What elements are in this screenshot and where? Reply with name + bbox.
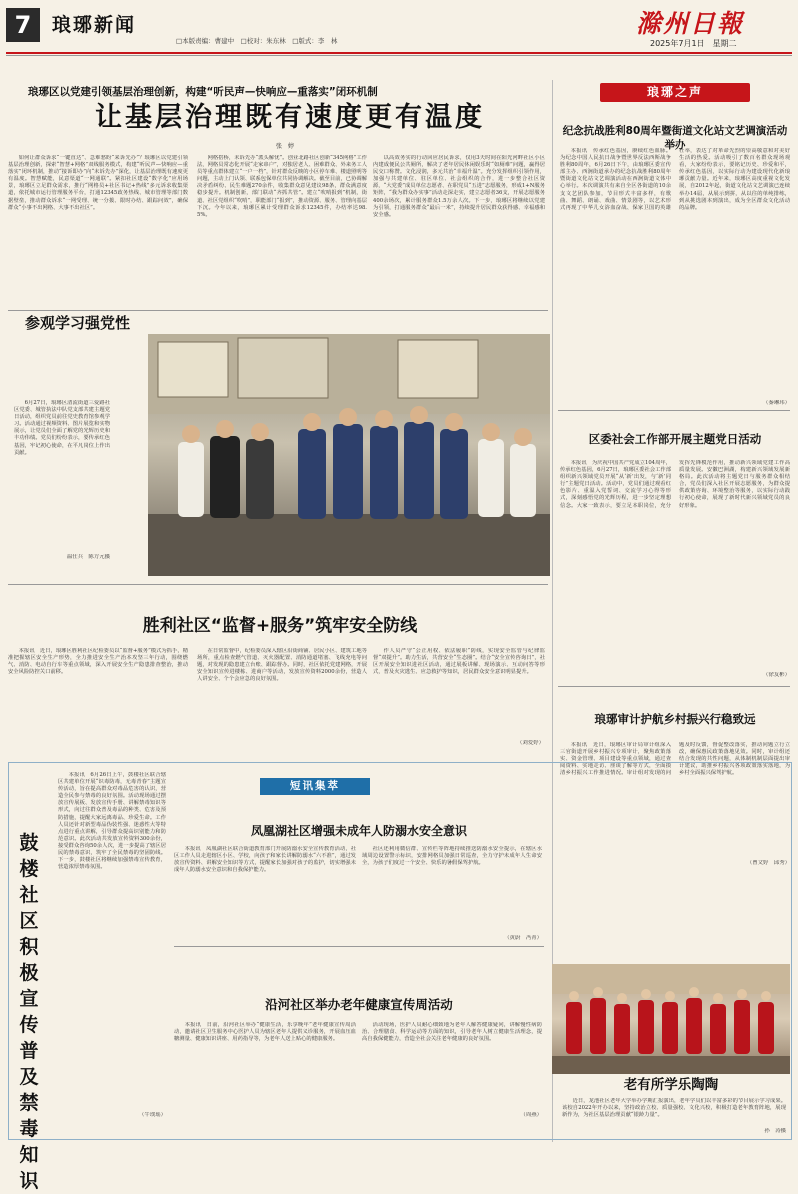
voice-label: 琅琊之声 <box>600 83 750 102</box>
safety-credit: （刘爱婷） <box>517 740 544 746</box>
voice-article-1-headline: 纪念抗战胜利80周年暨街道文化站文艺调演活动举办 <box>562 125 788 151</box>
safety-column-2: 在日常监督中，纪检委员深入辖区沿街商铺、居民小区、建筑工地等场所，重点检查燃气管道、灭火器配置、消防通道堵塞、飞线充电等问题，对发现的隐患建立台账、跟踪督办。同时，社区依托党建网格，开展安全知识宣传进楼栋、进商户等活动，发放宣传资料2000余份，营造人人讲安全、个个会应急的良好氛围。 <box>197 648 367 683</box>
safety-column-1: 本报讯 近日，琅琊区胜利社区纪检委员以“监督+服务”模式为抓手，精准把握辖区安全生产形势，全力推进安全生产治本攻坚三年行动，围绕燃气、消防、电动自行车等重点领域，深入开展安全生产隐患排查整治，推动安全风险防控关口前移。 <box>8 648 188 676</box>
lead-column-3: 以高效务实的行动回应居民诉求，仅用3天时间在阳光河畔社区小区内建成便民公共厕所，解决了老年居民休闲娱乐时“如厕难”问题，赢得居民交口称赞。文化浸润，多元共治“幸福升温”。充分发挥组织引领作用，加强与共建单位、驻区单位、社会组织的合作，进一步整合社区资源，“大党委”成员单位志愿者、在职党员“五进”志愿服务，形成1+N服务矩阵，“我为群众办实事”活动走深走实，建立志愿者36支，开展志愿服务400余场次，累计服务群众1.5万余人次。下一步，琅琊区将继续以党建为引领，打通服务群众“最后一米”，持续提升居民群众获得感、幸福感和安全感。 <box>373 155 545 218</box>
voice-article-2-credit: （徐友彬） <box>763 672 790 678</box>
elder-photo <box>552 964 790 1074</box>
feature-headline: 参观学习强党性 <box>25 314 131 332</box>
section-name: 琅琊新闻 <box>52 14 137 36</box>
voice-article-2-headline: 区委社会工作部开展主题党日活动 <box>588 432 762 446</box>
lead-column-2: 网格搭桥，未诉先办“派头解忧”。创业北路社区创新“345网格”工作法，网格员常态化开展“走家串户”，对独居老人、困难群众、外来务工人员等重点群体建立“一户一档”，针对群众反映的小区停车难、楼道照明等问题，主动上门认领、联系包保单位共同协调解决。截至目前，已协调解决矛盾纠纷、民生难题270余件，收集群众意见建议98条，群众满意度稳步提升。机制创新，部门联动“齐抓共管”。建立“吹哨报到”机制，街道、社区党组织“吹哨”，职能部门“报到”，推动资源、服务、管理向基层下沉。今年以来，琅琊区累计受理群众诉求12345件，办结率达98.5%。 <box>197 155 367 218</box>
issue-date: 2025年7月1日 星期二 <box>650 39 737 48</box>
voice-article-1-credit: （秦琳玮） <box>763 400 790 406</box>
paper-logo: 滁州日報 <box>636 9 745 38</box>
feature-caption: 6月27日，琅琊区清流街道三爱路社区党委、城管执法中队党支部共建主题党日活动，组织党员前往党史教育馆参观学习。活动通过视频资料、图片展览和实物展示，让党员们全面了解党的光辉历史和丰功伟绩。党员们纷纷表示，要传承红色基因，牢记初心使命，在平凡岗位上作出贡献。 <box>14 400 110 456</box>
safety-column-3: 作人员严守“公正用权、依法履职”防线，实现安全监管与纪律监督“双提升”。助力生活，共营安全“生态圈”。结合“安全宣传咨询日”，社区开展安全知识进社区活动，通过展板讲解、现场演示、互动问答等形式，普及火灾逃生、应急救护等知识，居民群众安全意识明显提升。 <box>373 648 545 676</box>
brief-1-credit: （黄蔚 冯菁） <box>504 935 542 941</box>
lead-column-1: 如何让群众诉求“一键直达”、急难愁盼“来诉先办”？琅琊区以党建引领基层治理创新，探索“智慧+网格”双线服务模式，构建“听民声—快响应—重落实”闭环机制，推动“接诉即办”向“未诉先办”深化，让基层治理既有速度更有温度。智慧赋能，民意渠道“一网通联”。紧扣社区建设“数字化”应用场景，琅琊区立足群众需求，推行“网格员+社区书记+热线”多元诉求收集渠道，依托城市运行管理服务平台，打通12345政务热线、城市管理等部门数据壁垒，推动群众诉求“一网受理、统一分拨、限时办结、跟踪问效”，确保群众“小事不出网格、大事不出社区”。 <box>8 155 188 211</box>
elder-caption: 近日，龙池社区老年大学举办学期汇报演出，老年学员们以丰富多彩的节目展示学习成果。该校自2022年开办以来，坚持政治立校、质量强校、文化兴校，积极打造老年教育阵地，展现新作为，为社区基层治理贡献“银龄力量”。 <box>562 1098 786 1119</box>
masthead <box>0 0 798 52</box>
brief-1-headline: 凤凰湖社区增强未成年人防溺水安全意识 <box>250 824 467 838</box>
brief-2-column-2: 活动现场，医护人员耐心细致地为老年人解答健康疑问，讲解慢性病防治、合理膳食、科学运动等方面的知识，引导老年人树立健康生活理念，提高自我保健能力，营造全社会关注老年健康的良好氛围。 <box>362 1022 542 1043</box>
feature-photo <box>148 334 550 576</box>
voice-article-3-headline: 琅琊审计护航乡村振兴行稳致远 <box>594 712 756 726</box>
brief-2-credit: （周燕） <box>520 1112 542 1118</box>
voice-article-3-body: 本报讯 近日，琅琊区审计局审计组深入三官街道开展乡村振兴专项审计，聚焦政策落实、资金管理、项目建设等重点领域，通过查阅资料、实地走访、座谈了解等方式，全面摸清乡村振兴工作推进情况。审计组对发现的问题及时反馈，督促整改落实，推动问题立行立改，确保惠民政策落地见效。同时，审计组还结合发现的共性问题，从体制机制层面提出审计建议，助推乡村振兴各项政策落实落地，为乡村全面振兴保驾护航。 <box>560 742 790 777</box>
drug-credit: （牛璞瑶） <box>139 1112 166 1118</box>
elder-headline: 老有所学乐陶陶 <box>623 1077 719 1093</box>
voice-article-1-body: 本报讯 传承红色基因，赓续红色血脉。为纪念中国人民抗日战争暨世界反法西斯战争胜利80周年，6月26日下午，由琅琊区委宣传部主办、西涧街道承办的纪念抗战胜利80周年暨街道文化站文艺调演活动在西涧街道文体中心举行。本次调演共有来自全区各街道的10余支文艺团队参加，节目形式丰富多样，有歌曲、舞蹈、朗诵、戏曲、情景剧等，以艺术形式再现了中华儿女浴血奋战、保家卫国的英雄壮举，表达了对革命先烈的崇高敬意和对美好生活的热爱。活动吸引了数百名群众现场观看，大家纷纷表示，要铭记历史、珍爱和平，传承红色基因，以实际行动为建设现代化新琅琊贡献力量。近年来，琅琊区高度重视文化发展，自2012年起，街道文化站文艺调演已连续举办14届，从展示到拼，从以往的单纯排练，到从挑选剧本到演出，成为全区群众文化活动的品牌。 <box>560 148 790 211</box>
elder-credit: 孙 涛摄 <box>764 1128 786 1134</box>
feature-credit: 温仕兵 陈方元摄 <box>66 554 110 560</box>
page-number: 7 <box>6 8 40 42</box>
lead-headline: 让基层治理既有速度更有温度 <box>95 102 485 133</box>
brief-2-column-1: 本报讯 日前，沿河社区举办“健康生活，乐享晚年”老年健康宣传周活动，邀请社区卫生服务中心医护人员为辖区老年人提供义诊服务，开展血压血糖测量、健康知识讲座、用药指导等，为老年人送上贴心的健康服务。 <box>174 1022 356 1043</box>
voice-article-3-credit: （曹文婷 邱秀） <box>746 860 790 866</box>
drug-body: 本报讯 6月26日上午，鼓楼社区联合辖区共建单位开展“识毒防毒，无毒青春”主题宣传活动，旨在提高群众对毒品危害的认识，营造全民参与禁毒的良好氛围。活动现场通过摆放宣传展板、发放宣传手册、讲解禁毒知识等形式，向过往群众普及毒品的种类、危害及预防措施，提醒大家远离毒品、珍爱生命。工作人员还针对新型毒品伪装性强、迷惑性大等特点进行重点讲解，引导群众提高识别能力和防范意识。此次活动共发放宣传资料300余份，接受群众咨询50余人次，进一步提高了辖区居民的禁毒意识，筑牢了全民禁毒的坚固防线。下一步，鼓楼社区将继续加强禁毒宣传教育，营造浓厚禁毒氛围。 <box>58 772 166 871</box>
brief-1-column-2: 社区还利用微信群、宣传栏等阵地持续推送防溺水安全提示，在辖区水域周边设置警示标识，安排网格员加强日常巡查，全力守护未成年人生命安全，为孩子们度过一个安全、快乐的暑假保驾护航。 <box>362 846 542 867</box>
drug-headline: 鼓楼社区积极宣传普及禁毒知识 <box>19 832 39 1192</box>
lead-author: 张 婷 <box>275 143 294 150</box>
briefs-label: 短讯集萃 <box>260 778 370 795</box>
lead-kicker: 琅琊区以党建引领基层治理创新，构建“听民声—快响应—重落实”闭环机制 <box>28 86 378 98</box>
brief-1-column-1: 本报讯 凤凰湖社区联合街道教育部门开展防溺水安全宣传教育活动，社区工作人员走进辖区小区、学校，向孩子和家长讲解防溺水“六不准”，通过发放宣传资料、讲解安全知识等方式，提醒家长加强对孩子的监护，切实增强未成年人防溺水安全意识和自我保护能力。 <box>174 846 356 874</box>
brief-2-headline: 沿河社区举办老年健康宣传周活动 <box>265 997 453 1012</box>
editor-credits: □本版责编：曹建中 □校对：朱东林 □版式：李 林 <box>176 37 338 45</box>
performance-illustration <box>552 964 790 1074</box>
voice-article-2-body: 本报讯 为庆祝中国共产党成立104周年，传承红色基因，6月27日，琅琊区委社会工作部组织新兴领域党员开展“从‘新’出发，与‘新’同行”主题党日活动。活动中，党员们通过观看红色影片、重温入党誓词、交流学习心得等形式，深刻感悟党的光辉历程，进一步坚定理想信念。大家一致表示，要立足本职岗位，充分发挥先锋模范作用，推动新兴领域党建工作高质量发展。安徽巴洲湖，构建新兴领域发展新格局。此次活动将主题党日与服务群众相结合，党员们深入社区开展志愿服务，为群众提供政策咨询、环境整治等服务，以实际行动践行初心使命，展现了新时代新兴领域党员的良好形象。 <box>560 460 790 509</box>
safety-headline: 胜利社区“监督+服务”筑牢安全防线 <box>142 616 418 636</box>
group-photo-illustration <box>148 334 550 576</box>
